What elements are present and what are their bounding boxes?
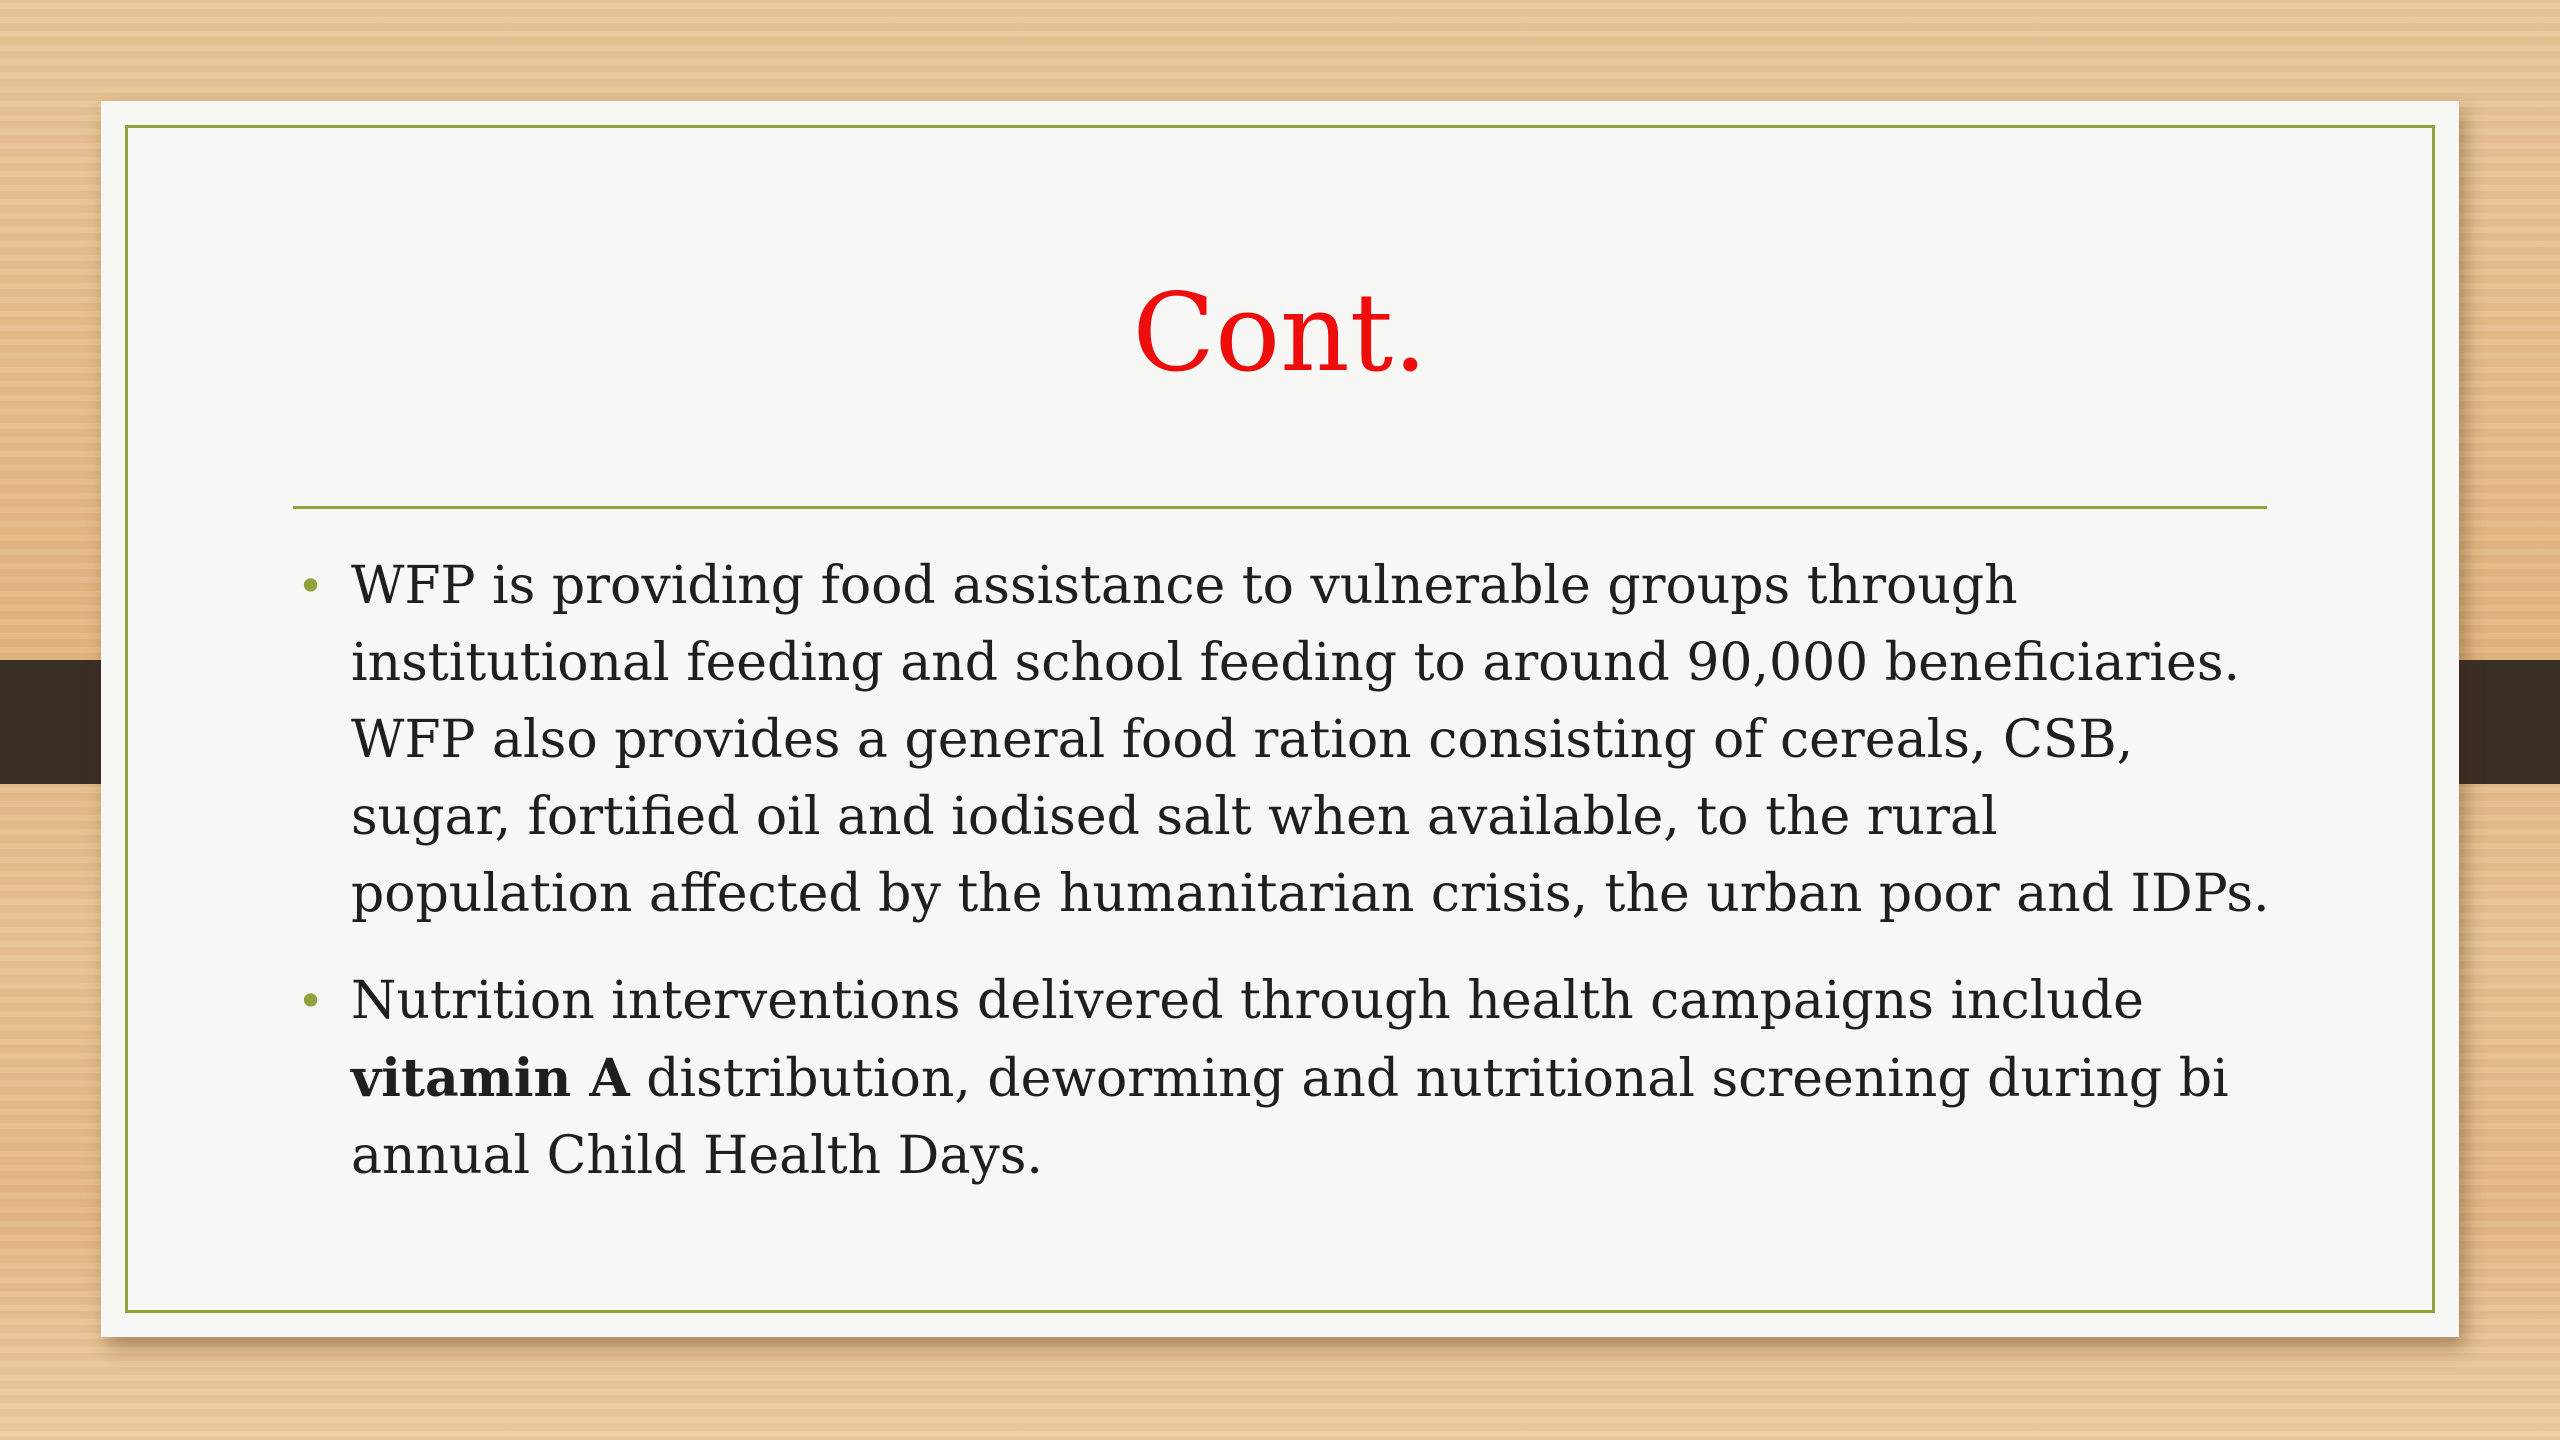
- title-divider: [293, 506, 2267, 509]
- list-item: [293, 548, 2283, 933]
- bullet-text-before: Nutrition interventions delivered through health campaigns include: [351, 971, 2144, 1031]
- bullet-text-bold: vitamin A: [351, 1048, 630, 1109]
- list-item: [293, 963, 2283, 1195]
- bullet-text: WFP is providing food assistance to vulnerable groups through institutional feeding and school feeding to around 90,000 beneficiaries. WFP also provides a general food ration consisting of cereals, CSB, sugar, fortified oil and iodised salt when available, to the rural population affected by the humanitarian crisis, the urban poor and IDPs.: [351, 556, 2270, 924]
- bullet-text: [351, 971, 2229, 1186]
- slide-title: Cont.: [1132, 271, 1428, 396]
- bullet-icon: •: [297, 559, 325, 613]
- bullet-text-after: distribution, deworming and nutritional screening during bi annual Child Health Days.: [351, 1049, 2229, 1186]
- bullet-list: [293, 548, 2283, 1225]
- bullet-icon: •: [297, 974, 325, 1028]
